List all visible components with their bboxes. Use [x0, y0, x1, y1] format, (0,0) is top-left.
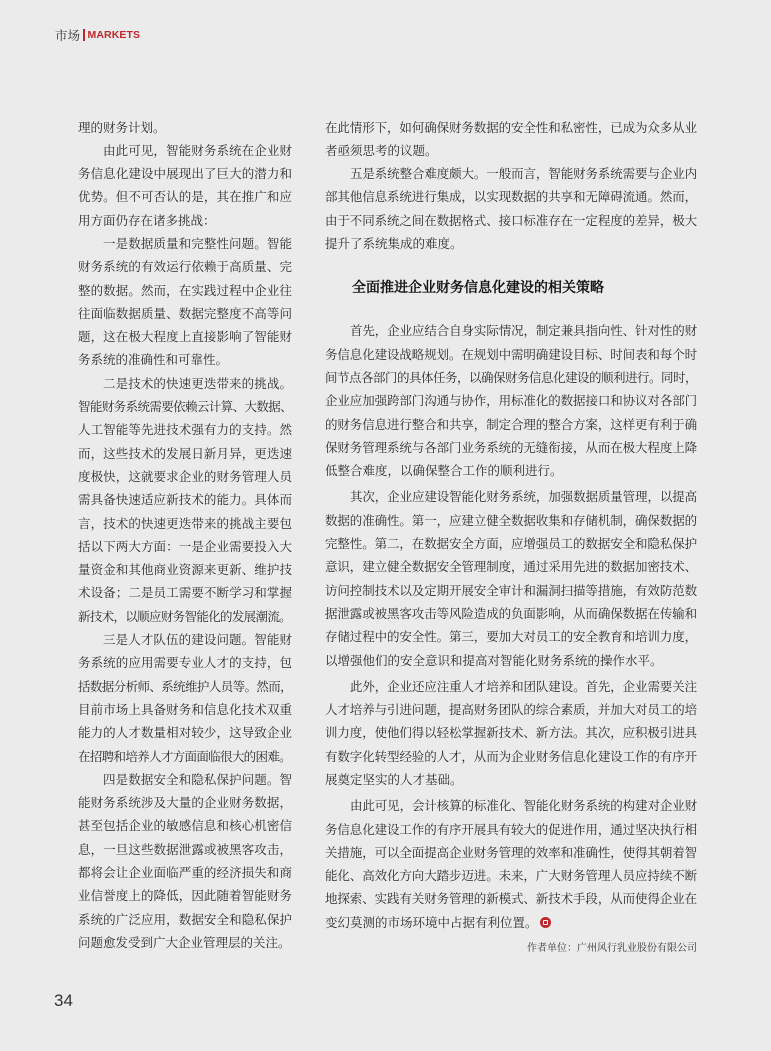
text-line: 访问控制技术以及定期开展安全审计和漏洞扫描等措施，有效防范数	[325, 582, 697, 598]
text-line: 财务系统的有效运行依赖于高质量、完	[78, 259, 292, 275]
text-line: 务信息化建设工作的有序开展具有较大的促进作用，通过坚决执行相	[325, 821, 697, 837]
section-header	[55, 27, 140, 43]
text-line: 需具备快速适应新技术的能力。具体而	[78, 492, 292, 508]
section-title-en: MARKETS	[87, 29, 141, 41]
text-line: 甚至包括企业的敏感信息和核心机密信	[78, 818, 292, 834]
text-line: 新技术，以顺应财务智能化的发展潮流。	[78, 608, 292, 624]
paragraph	[78, 628, 292, 768]
text-line: 能力的人才数量相对较少，这导致企业	[78, 725, 292, 741]
text-line: 目前市场上具备财务和信息化技术双重	[78, 701, 292, 717]
page-number: 34	[54, 991, 73, 1010]
text-line: 据泄露或被黑客攻击等风险造成的负面影响，从而确保数据在传输和	[325, 605, 697, 621]
text-line: 务系统的应用需要专业人才的支持，包	[78, 655, 292, 671]
section-body	[325, 319, 697, 934]
text-line: 地探索、实践有关财务管理的新模式、新技术手段，从而使得企业在	[325, 891, 697, 907]
author-affiliation: 作者单位：广州风行乳业股份有限公司	[527, 943, 697, 954]
text-line: 人才培养与引进问题，提高财务团队的综合素质，并加大对员工的培	[325, 702, 697, 718]
paragraph	[78, 372, 292, 628]
text-line: 部其他信息系统进行集成，以实现数据的共享和无障碍流通。然而，	[325, 189, 697, 205]
text-line: 四是数据安全和隐私保护问题。智	[103, 771, 292, 787]
text-line: 三是人才队伍的建设问题。智能财	[103, 632, 292, 648]
text-line: 术设备；二是员工需要不断学习和掌握	[78, 585, 292, 601]
text-line: 完整性。第二，在数据安全方面，应增强员工的数据安全和隐私保护	[325, 536, 697, 552]
text-line: 低整合难度，以确保整合工作的顺利进行。	[325, 463, 563, 479]
text-line: 存储过程中的安全性。第三，要加大对员工的安全教育和培训力度，	[325, 629, 697, 645]
text-line: 以增强他们的安全意识和提高对智能化财务系统的操作水平。	[325, 652, 663, 668]
text-line: 此外，企业还应注重人才培养和团队建设。首先，企业需要关注	[350, 678, 697, 694]
intro-text	[325, 116, 697, 256]
section-heading: 全面推进企业财务信息化建设的相关策略	[352, 280, 604, 297]
text-line: 言，技术的快速更迭带来的挑战主要包	[78, 515, 292, 531]
paragraph	[78, 116, 292, 139]
text-line: 训力度，使他们得以轻松掌握新技术、新方法。其次，应积极引进具	[325, 725, 697, 741]
text-line: 由此可见，智能财务系统在企业财	[103, 142, 292, 158]
text-line: 关措施，可以全面提高企业财务管理的效率和准确性，使得其朝着智	[325, 844, 697, 860]
text-line: 展奠定坚实的人才基础。	[325, 772, 463, 787]
text-line: 数据的准确性。第一，应建立健全数据收集和存储机制，确保数据的	[325, 512, 697, 528]
text-line: 智能财务系统需要依赖云计算、大数据、	[78, 399, 292, 415]
text-line: 保财务管理系统与各部门业务系统的无缝衔接，从而在极大程度上降	[325, 439, 697, 455]
section-title-cn: 市场	[55, 28, 81, 43]
paragraph	[325, 116, 697, 163]
text-line: 优势。但不可否认的是，其在推广和应	[78, 189, 292, 205]
text-line: 括数据分析师、系统维护人员等。然而，	[78, 678, 292, 694]
text-line: 由于不同系统之间在数据格式、接口标准存在一定程度的差异，极大	[325, 212, 697, 228]
text-line: 务信息化建设中展现出了巨大的潜力和	[78, 166, 292, 182]
paragraph	[325, 162, 697, 255]
text-line: 括以下两大方面：一是企业需要投入大	[78, 538, 292, 554]
text-line: 提升了系统集成的难度。	[325, 235, 463, 251]
text-line: 变幻莫测的市场环境中占据有利位置。	[325, 911, 697, 934]
text-line: 二是技术的快速更迭带来的挑战。	[103, 375, 292, 391]
text-line: 务系统的准确性和可靠性。	[78, 352, 229, 368]
left-column	[78, 116, 292, 955]
text-line: 而，这些技术的发展日新月异，更迭速	[78, 445, 292, 461]
text-line: 能化、高效化方向大踏步迈进。未来，广大财务管理人员应持续不断	[325, 868, 697, 884]
text-line: 都将会让企业面临严重的经济损失和商	[78, 865, 292, 880]
text-line: 企业应加强跨部门沟通与协作，用标准化的数据接口和协议对各部门	[325, 393, 697, 409]
text-line: 系统的广泛应用，数据安全和隐私保护	[78, 911, 292, 927]
text-line: 题，这在极大程度上直接影响了智能财	[78, 329, 292, 345]
text-line: 在此情形下，如何确保财务数据的安全性和私密性，已成为众多从业	[325, 119, 697, 135]
text-line: 在招聘和培养人才方面面临很大的困难。	[78, 748, 292, 764]
text-line: 务信息化建设战略规划。在规划中需明确建设目标、时间表和每个时	[325, 346, 697, 362]
paragraph	[78, 768, 292, 954]
text-line: 用方面仍存在诸多挑战：	[78, 212, 216, 228]
text-line: 有数字化转型经验的人才，从而为企业财务信息化建设工作的有序开	[325, 748, 697, 764]
text-line: 者亟须思考的议题。	[325, 142, 438, 158]
text-line: 能财务系统涉及大量的企业财务数据，	[78, 795, 292, 811]
text-line: 息，一旦这些数据泄露或被黑客攻击，	[78, 841, 292, 857]
text-line: 由此可见，会计核算的标准化、智能化财务系统的构建对企业财	[350, 798, 697, 814]
text-line: 意识，建立健全数据安全管理制度，通过采用先进的数据加密技术、	[325, 559, 697, 575]
text-line: 量资金和其他商业资源来更新、维护技	[78, 562, 292, 578]
text-line: 其次，企业应建设智能化财务系统，加强数据质量管理，以提高	[350, 489, 697, 505]
text-line: 业信誉度上的降低，因此随着智能财务	[78, 888, 292, 904]
paragraph	[78, 232, 292, 372]
text-line: 整的数据。然而，在实践过程中企业往	[78, 282, 292, 298]
paragraph	[78, 139, 292, 232]
paragraph	[325, 675, 697, 791]
end-mark-icon	[540, 917, 551, 928]
text-line: 问题愈发受到广大企业管理层的关注。	[78, 934, 291, 950]
text-line: 首先，企业应结合自身实际情况，制定兼具指向性、针对性的财	[350, 323, 697, 339]
text-line: 五是系统整合难度颇大。一般而言，智能财务系统需要与企业内	[350, 166, 697, 182]
text-line: 度极快，这就要求企业的财务管理人员	[78, 468, 292, 484]
paragraph	[325, 485, 697, 671]
text-line: 一是数据质量和完整性问题。智能	[103, 235, 292, 251]
header-divider	[83, 29, 85, 41]
paragraph	[325, 794, 697, 934]
right-column	[325, 116, 697, 935]
text-line: 理的财务计划。	[78, 119, 166, 135]
text-line: 的财务信息进行整合和共享，制定合理的整合方案，这样更有利于确	[325, 416, 697, 432]
paragraph	[325, 319, 697, 482]
text-line: 间节点各部门的具体任务，以确保财务信息化建设的顺利进行。同时，	[325, 369, 697, 385]
text-line: 往面临数据质量、数据完整度不高等问	[78, 305, 292, 321]
text-line: 人工智能等先进技术强有力的支持。然	[78, 422, 292, 438]
